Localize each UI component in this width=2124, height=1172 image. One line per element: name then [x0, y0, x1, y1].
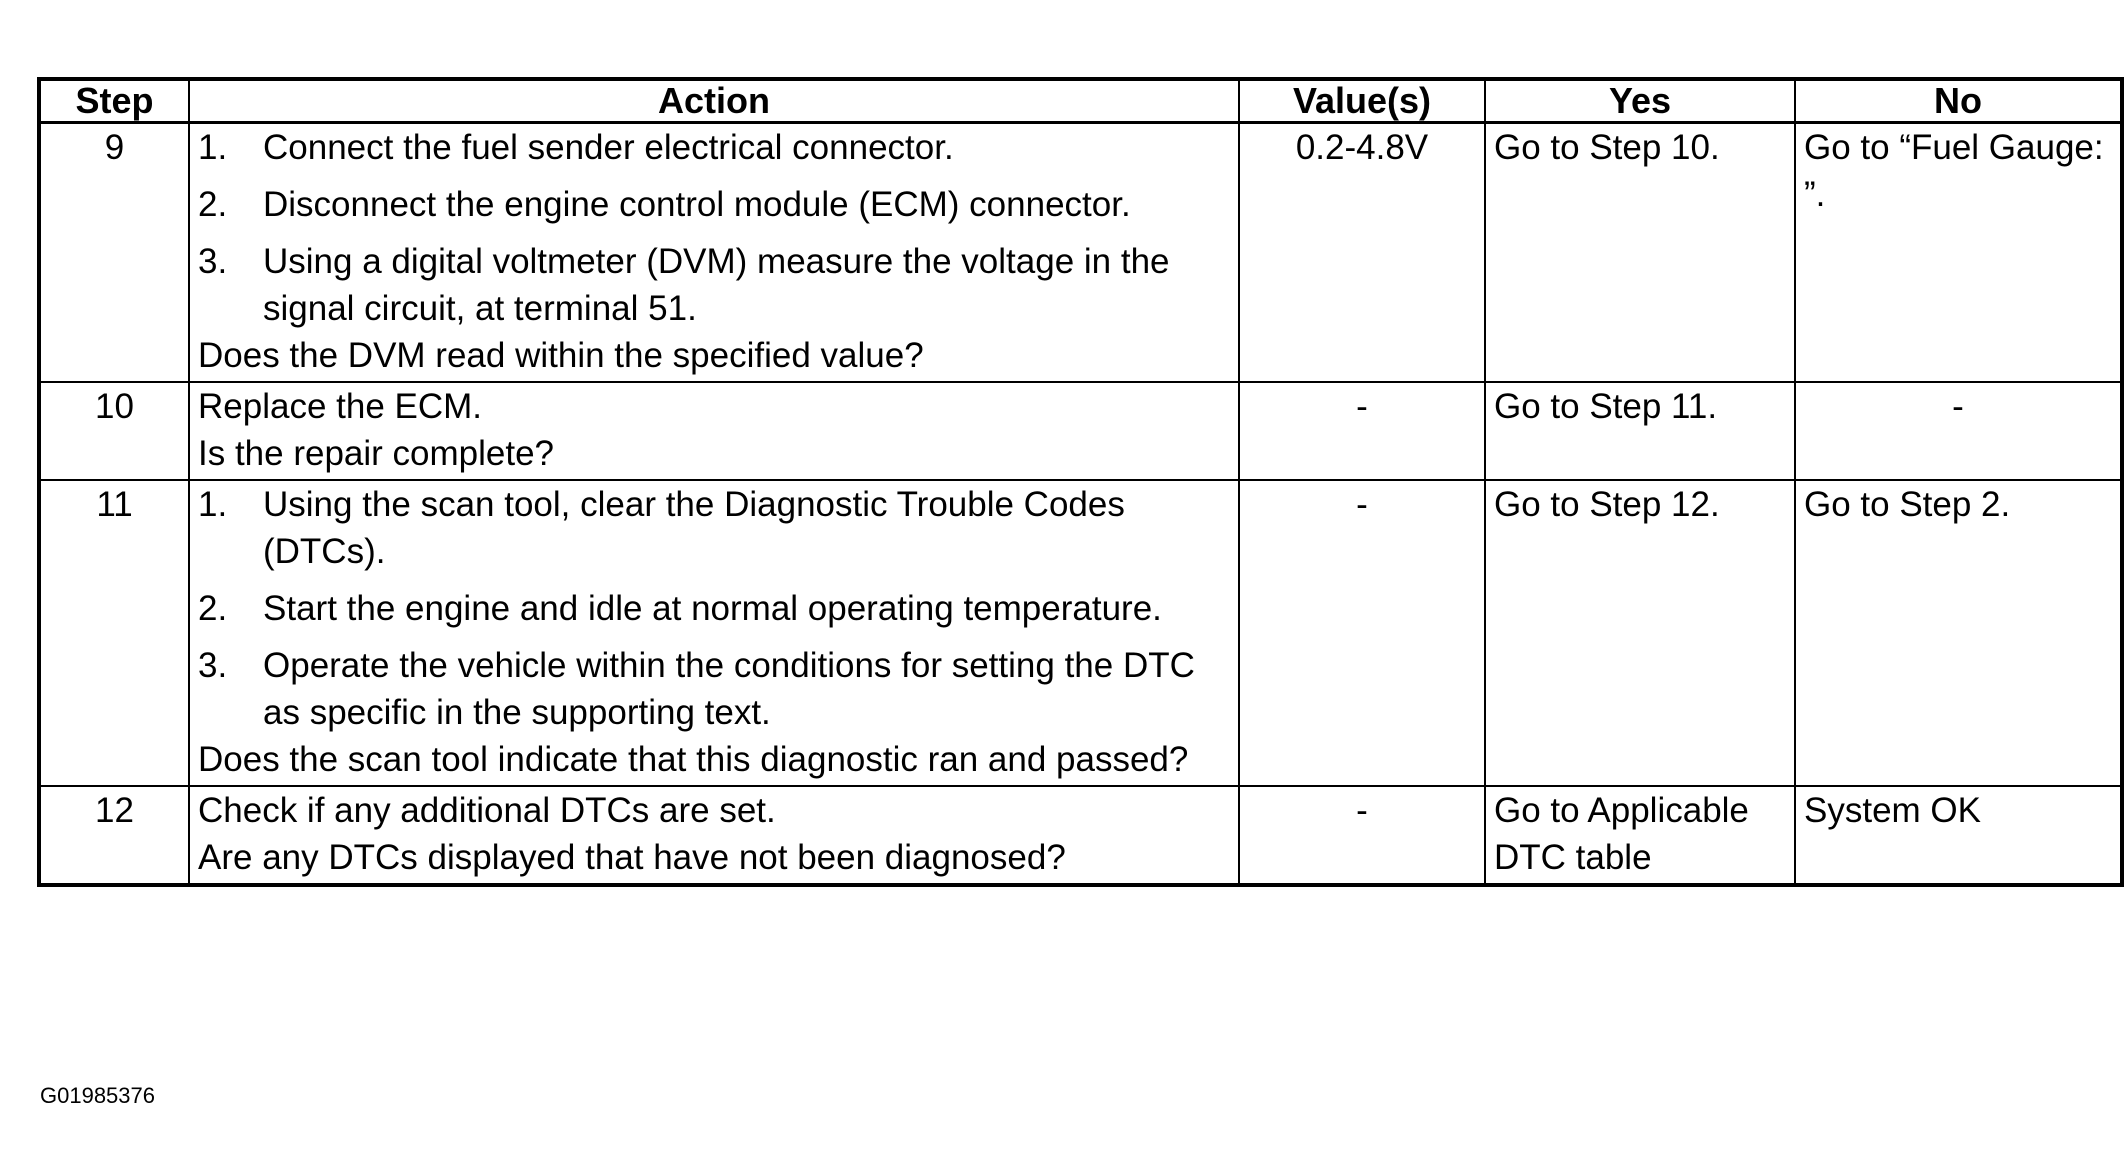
action-question: Does the scan tool indicate that this diagnostic ran and passed?	[198, 740, 1189, 779]
value-cell: -	[1239, 786, 1485, 885]
action-cell	[189, 480, 1239, 786]
action-item-text: Using the scan tool, clear the Diagnostic Trouble Codes (DTCs).	[263, 485, 1125, 571]
value-cell: -	[1239, 480, 1485, 786]
action-item-text: Operate the vehicle within the conditions for setting the DTC as specific in the supporting text.	[263, 646, 1195, 732]
action-item	[198, 238, 1230, 332]
yes-cell: Go to Step 11.	[1485, 382, 1795, 480]
diagnostic-table	[37, 77, 2124, 887]
step-number: 9	[39, 123, 189, 383]
header-yes: Yes	[1485, 79, 1795, 123]
action-item-number: 3.	[198, 646, 228, 685]
yes-cell: Go to Step 12.	[1485, 480, 1795, 786]
step-number: 12	[39, 786, 189, 885]
yes-cell: Go to Applicable DTC table	[1485, 786, 1795, 885]
action-item-number: 2.	[198, 185, 228, 224]
header-row	[39, 79, 2122, 123]
action-item-number: 1.	[198, 128, 228, 167]
action-item-number: 1.	[198, 485, 228, 524]
action-item	[198, 181, 1230, 228]
action-cell	[189, 786, 1239, 885]
action-list	[198, 124, 1230, 332]
action-item	[198, 642, 1230, 736]
action-item-number: 2.	[198, 589, 228, 628]
table-row-step-9	[39, 123, 2122, 383]
no-cell: Go to “Fuel Gauge: ”.	[1795, 123, 2122, 383]
yes-cell: Go to Step 10.	[1485, 123, 1795, 383]
step-number: 11	[39, 480, 189, 786]
table-row-step-12	[39, 786, 2122, 885]
action-item-text: Disconnect the engine control module (ECM) connector.	[263, 185, 1131, 224]
no-cell: -	[1795, 382, 2122, 480]
action-list	[198, 481, 1230, 736]
action-item-text: Start the engine and idle at normal operating temperature.	[263, 589, 1162, 628]
header-action: Action	[189, 79, 1239, 123]
action-question: Does the DVM read within the specified value?	[198, 336, 924, 375]
figure-id: G01985376	[40, 1083, 155, 1108]
action-question: Are any DTCs displayed that have not been diagnosed?	[198, 838, 1066, 877]
action-text: Replace the ECM.	[198, 387, 483, 426]
action-item	[198, 481, 1230, 575]
header-step: Step	[39, 79, 189, 123]
header-values: Value(s)	[1239, 79, 1485, 123]
table-row-step-11	[39, 480, 2122, 786]
header-no: No	[1795, 79, 2122, 123]
table-row-step-10	[39, 382, 2122, 480]
action-cell	[189, 382, 1239, 480]
value-cell: 0.2-4.8V	[1239, 123, 1485, 383]
action-item-text: Connect the fuel sender electrical connector.	[263, 128, 954, 167]
step-number: 10	[39, 382, 189, 480]
action-item-number: 3.	[198, 242, 228, 281]
no-cell: System OK	[1795, 786, 2122, 885]
action-text: Check if any additional DTCs are set.	[198, 791, 776, 830]
action-item-text: Using a digital voltmeter (DVM) measure the voltage in the signal circuit, at terminal 51.	[263, 242, 1170, 328]
action-question: Is the repair complete?	[198, 434, 555, 473]
value-cell: -	[1239, 382, 1485, 480]
action-cell	[189, 123, 1239, 383]
no-cell: Go to Step 2.	[1795, 480, 2122, 786]
action-item	[198, 124, 1230, 171]
action-item	[198, 585, 1230, 632]
